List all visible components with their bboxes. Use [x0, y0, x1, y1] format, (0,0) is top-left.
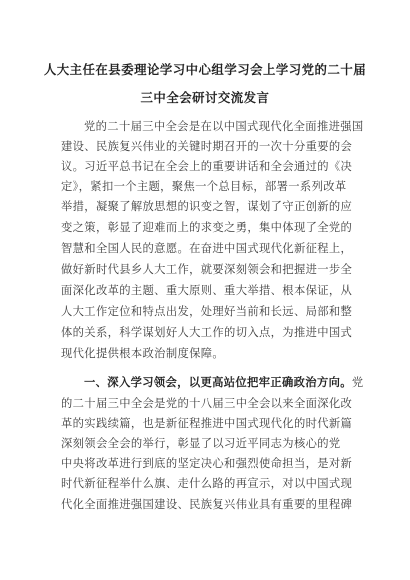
paragraph-line: 议。习近平总书记在全会上的重要讲话和全会通过的《决 — [61, 160, 353, 173]
paragraph-line: 人大工作定位和特点出发，处理好当前和长远、局部和整 — [61, 305, 353, 318]
paragraph-line: 的二十届三中全会是党的十八届三中全会以来全面深化改 — [61, 397, 353, 410]
paragraph-line: 时代新征程举什么旗、走什么路的再宣示，对以中国式现 — [61, 477, 353, 490]
paragraph-line: 变之策，彰显了迎难而上的求变之勇，集中体现了全党的 — [61, 221, 353, 234]
paragraph-line: 体的关系，科学谋划好人大工作的切入点，为推进中国式 — [61, 326, 353, 339]
paragraph-line: 深刻领会全会的举行，彰显了以习近平同志为核心的党 — [61, 437, 341, 450]
document-title-line-2: 三中全会研讨交流发言 — [140, 90, 270, 105]
section-heading-line — [84, 375, 364, 390]
section-heading: 一、深入学习领会，以更高站位把牢正确政治方向。 — [84, 376, 352, 389]
paragraph-line: 定》，紧扣一个主题，聚焦一个总目标，部署一系列改革 — [61, 180, 347, 193]
document-title-line-1: 人大主任在县委理论学习中心组学习会上学习党的二十届 — [43, 62, 367, 77]
section-heading-tail: 党 — [351, 376, 364, 389]
paragraph-line: 现代化提供根本政治制度保障。 — [61, 347, 225, 360]
paragraph-line: 智慧和全国人民的意愿。在奋进中国式现代化新征程上， — [61, 242, 353, 255]
paragraph-line: 中央将改革进行到底的坚定决心和强烈使命担当，是对新 — [61, 457, 353, 470]
paragraph-line: 革的实践续篇，也是新征程推进中国式现代化的时代新篇 — [61, 417, 353, 430]
paragraph-line: 举措，凝聚了解放思想的识变之智，谋划了守正创新的应 — [61, 200, 353, 213]
paragraph-line: 面深化改革的主题、重大原则、重大举措、根本保证，从 — [61, 284, 353, 297]
paragraph-line: 做好新时代县乡人大工作，就要深刻领会和把握进一步全 — [61, 263, 353, 276]
paragraph-line: 建设、民族复兴伟业的关键时期召开的一次十分重要的会 — [61, 140, 353, 153]
paragraph-line: 代化全面推进强国建设、民族复兴伟业具有重要的里程碑 — [61, 498, 353, 511]
paragraph-line: 党的二十届三中全会是在以中国式现代化全面推进强国 — [84, 120, 364, 133]
